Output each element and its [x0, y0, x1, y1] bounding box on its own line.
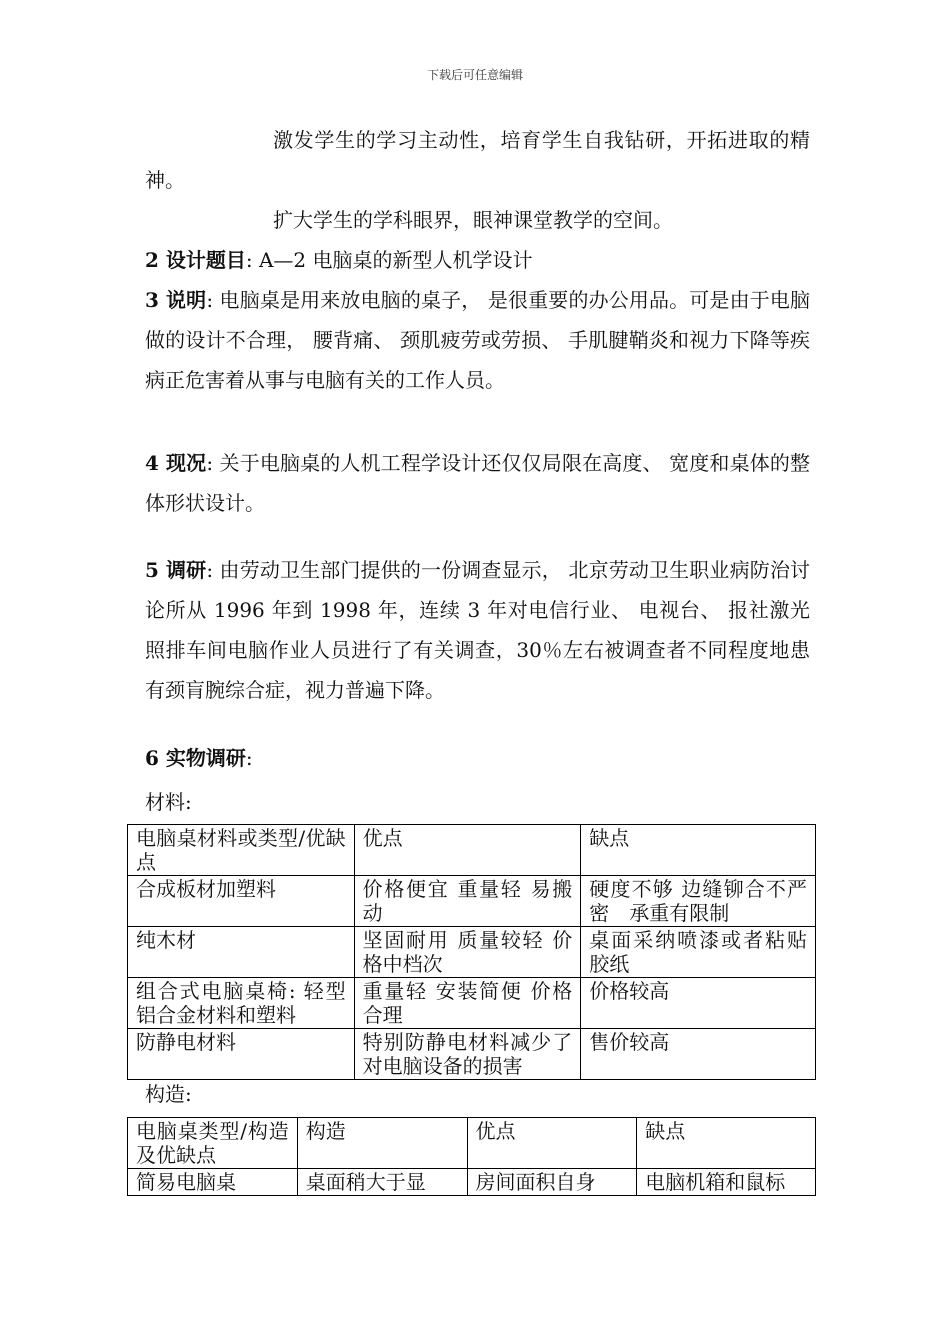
- section-2-text: : A—2 电脑桌的新型人机学设计: [245, 248, 533, 272]
- table-cell: 价格较高: [581, 978, 816, 1029]
- table-header-cell: 电脑桌材料或类型/优缺点: [128, 825, 355, 876]
- table-cell: 价格便宜 重量轻 易搬动: [354, 876, 581, 927]
- table-row: [128, 927, 816, 978]
- table-cell: 桌面稍大于显: [297, 1169, 467, 1196]
- section-6-text: :: [245, 746, 253, 770]
- table-cell: 售价较高: [581, 1029, 816, 1080]
- table-cell: 房间面积自身: [467, 1169, 637, 1196]
- table-cell: 特别防静电材料减少了对电脑设备的损害: [354, 1029, 581, 1080]
- section-5: [145, 550, 810, 710]
- section-5-text: : 由劳动卫生部门提供的一份调查显示， 北京劳动卫生职业病防治讨论所从 1996 年到 1998 年，连续 3 年对电信行业、 电视台、 报社激光照排车间电脑作业人员进行了有关调查，30％左右被调查者不同程度地患有颈肓腕综合症，视力普遍下降。: [145, 558, 810, 702]
- section-2-label: 2 设计题目: [145, 248, 246, 272]
- table-cell: 重量轻 安装简便 价格合理: [354, 978, 581, 1029]
- section-4-label: 4 现况: [145, 451, 207, 475]
- page-header: 下载后可任意编辑: [426, 68, 523, 82]
- table-header-cell: 构造: [297, 1118, 467, 1169]
- table-header-cell: 缺点: [637, 1118, 816, 1169]
- table-cell: 纯木材: [128, 927, 355, 978]
- materials-table: [127, 824, 816, 1080]
- section-4-text: : 关于电脑桌的人机工程学设计还仅仅局限在高度、 宽度和桌体的整体形状设计。: [145, 451, 810, 515]
- table-cell: 简易电脑桌: [128, 1169, 298, 1196]
- table-cell: 防静电材料: [128, 1029, 355, 1080]
- table-cell: 电脑机箱和鼠标: [637, 1169, 816, 1196]
- table-row: [128, 1029, 816, 1080]
- table-row: [128, 978, 816, 1029]
- section-6-label: 6 实物调研: [145, 746, 246, 770]
- section-2: [145, 240, 810, 280]
- table-cell: 组合式电脑桌椅: 轻型铝合金材料和塑料: [128, 978, 355, 1029]
- table-row: [128, 876, 816, 927]
- table-header-row: [128, 825, 816, 876]
- section-6: [145, 738, 810, 778]
- structure-label: 构造:: [145, 1082, 192, 1106]
- table-header-cell: 优点: [354, 825, 581, 876]
- materials-label: 材料:: [145, 790, 192, 814]
- table-header-cell: 缺点: [581, 825, 816, 876]
- paragraph-goal-1: 激发学生的学习主动性，培育学生自我钻研，开拓进取的精神。: [145, 128, 810, 192]
- section-3: [145, 280, 810, 400]
- table-cell: 桌面采纳喷漆或者粘贴胶纸: [581, 927, 816, 978]
- table-cell: 硬度不够 边缝铆合不严密 承重有限制: [581, 876, 816, 927]
- structure-table: [127, 1117, 816, 1196]
- table-header-cell: 优点: [467, 1118, 637, 1169]
- table-header-cell: 电脑桌类型/构造及优缺点: [128, 1118, 298, 1169]
- section-4: [145, 443, 810, 523]
- section-3-label: 3 说明: [145, 288, 207, 312]
- table-row: [128, 1169, 816, 1196]
- section-3-text: : 电脑桌是用来放电脑的桌子， 是很重要的办公用品。可是由于电脑做的设计不合理， 腰背痛、 颈肌疲劳或劳损、 手肌腱鞘炎和视力下降等疾病正危害着从事与电脑有关的工作人员。: [145, 288, 810, 392]
- table-cell: 合成板材加塑料: [128, 876, 355, 927]
- table-cell: 坚固耐用 质量较轻 价格中档次: [354, 927, 581, 978]
- table-header-row: [128, 1118, 816, 1169]
- paragraph-goal-2: 扩大学生的学科眼界，眼神课堂教学的空间。: [273, 208, 673, 232]
- section-5-label: 5 调研: [145, 558, 207, 582]
